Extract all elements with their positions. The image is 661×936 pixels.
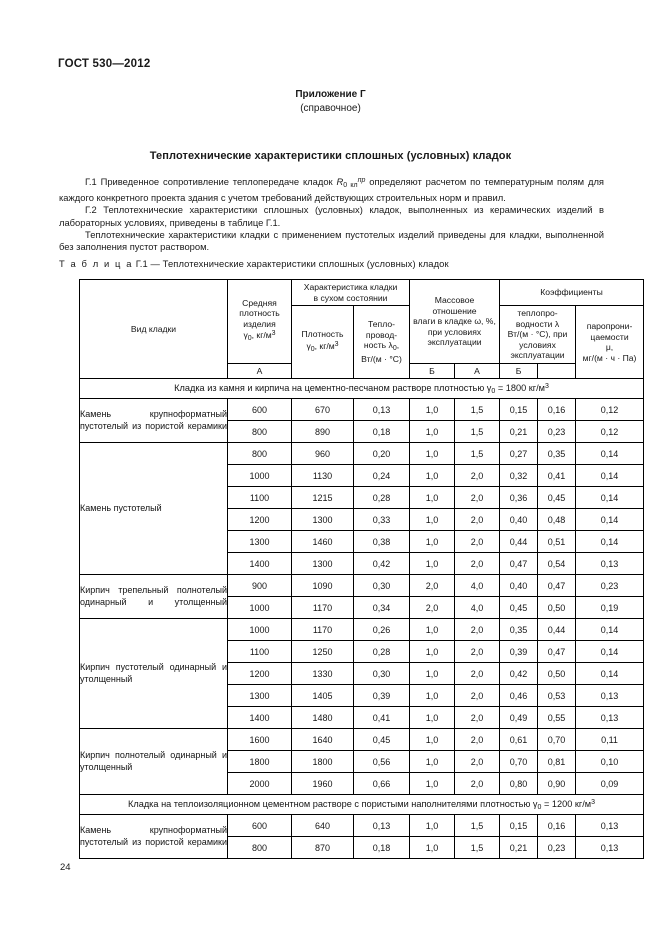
conduct-line3-sub: 0 <box>392 344 397 352</box>
header-moisture-b: Б <box>410 363 455 379</box>
table-cell-value: 0,23 <box>538 421 576 443</box>
table-cell-value: 2,0 <box>455 531 500 553</box>
table-cell-value: 0,40 <box>500 575 538 597</box>
vapor-line4: мг/(м · ч · Па) <box>582 352 637 363</box>
moisture-line3: при условиях <box>427 326 482 337</box>
table-cell-value: 0,80 <box>500 773 538 795</box>
avg-density-line3: изделия <box>243 318 276 329</box>
header-lambda-b: Б <box>500 363 538 379</box>
masonry-type-label: Кирпич трепельный полнотелый одинарный и утолщенный <box>80 575 228 619</box>
paragraph-g2: Г.2 Теплотехнические характеристики сплошных (условных) кладок, выполненных из керамических изделий в лабораторных условиях, приведены в таблице Г.1. <box>59 204 604 228</box>
masonry-type-label: Камень крупноформатный пустотелый из пористой керамики <box>80 815 228 859</box>
table-cell-value: 0,47 <box>538 641 576 663</box>
table-header <box>80 280 644 379</box>
section-symbol: γ <box>532 798 538 809</box>
masonry-type-label: Кирпич пустотелый одинарный и утолщенный <box>80 619 228 729</box>
table-cell-value: 1330 <box>292 663 354 685</box>
table-cell-value: 2,0 <box>455 751 500 773</box>
table-cell-value: 0,50 <box>538 597 576 619</box>
table-cell-value: 0,15 <box>500 399 538 421</box>
g1-text-start: Г.1 Приведенное сопротивление теплопередаче кладок <box>85 176 337 188</box>
table-cell-value: 1000 <box>228 597 292 619</box>
density-unit-sup: 3 <box>334 340 339 348</box>
table-cell-value: 0,14 <box>576 663 644 685</box>
table-cell-value: 1200 <box>228 509 292 531</box>
table-cell-value: 0,23 <box>538 837 576 859</box>
table-cell-value: 0,46 <box>500 685 538 707</box>
table-cell-value: 1,0 <box>410 465 455 487</box>
section-symbol-sub: 0 <box>491 387 496 395</box>
table-caption <box>59 258 449 269</box>
table-cell-value: 0,66 <box>354 773 410 795</box>
table-cell-value: 1090 <box>292 575 354 597</box>
table-row <box>80 729 644 751</box>
annex-title: Приложение Г <box>295 89 366 100</box>
lambda-line1: теплопро- <box>517 308 558 318</box>
table-cell-value: 0,14 <box>576 619 644 641</box>
table-cell-value: 1,5 <box>455 815 500 837</box>
table-cell-value: 0,35 <box>538 443 576 465</box>
table-cell-value: 1300 <box>228 685 292 707</box>
table-cell-value: 2,0 <box>455 707 500 729</box>
table-cell-value: 0,23 <box>576 575 644 597</box>
moisture-line1: Массовое отношение <box>432 295 477 316</box>
table-cell-value: 0,28 <box>354 641 410 663</box>
section-title-row <box>80 795 644 815</box>
table-cell-value: 0,14 <box>576 641 644 663</box>
lambda-line2: водности λ <box>515 318 560 329</box>
table-cell-value: 1400 <box>228 553 292 575</box>
moisture-line4: эксплуатации <box>427 337 482 347</box>
table-cell-value: 1300 <box>228 531 292 553</box>
table-cell-value: 1400 <box>228 707 292 729</box>
table-cell-value: 0,12 <box>576 421 644 443</box>
header-vid-kladki: Вид кладки <box>80 280 228 379</box>
lambda-line5: эксплуатации <box>510 350 565 360</box>
table-cell-value: 0,40 <box>500 509 538 531</box>
table-cell-value: 1,0 <box>410 509 455 531</box>
density-symbol-sub: 0 <box>310 345 315 353</box>
table-cell-value: 0,56 <box>354 751 410 773</box>
table-cell-value: 1600 <box>228 729 292 751</box>
table-cell-value: 870 <box>292 837 354 859</box>
table-cell-value: 1,0 <box>410 663 455 685</box>
table-cell-value: 4,0 <box>455 575 500 597</box>
masonry-type-label: Камень пустотелый <box>80 443 228 575</box>
header-group-dry-state <box>292 280 410 306</box>
table-cell-value: 0,13 <box>576 707 644 729</box>
table-cell-value: 0,14 <box>576 465 644 487</box>
table-cell-value: 1215 <box>292 487 354 509</box>
table-cell-value: 0,49 <box>500 707 538 729</box>
table-cell-value: 0,20 <box>354 443 410 465</box>
table-cell-value: 0,81 <box>538 751 576 773</box>
table-cell-value: 0,47 <box>538 575 576 597</box>
table-cell-value: 0,44 <box>538 619 576 641</box>
table-cell-value: 0,70 <box>500 751 538 773</box>
table-cell-value: 0,45 <box>354 729 410 751</box>
moisture-symbol: ω <box>474 316 482 326</box>
table-cell-value: 1,0 <box>410 751 455 773</box>
table-cell-value: 0,09 <box>576 773 644 795</box>
table-cell-value: 0,12 <box>576 399 644 421</box>
g1-symbol-base: R <box>336 176 344 188</box>
table-cell-value: 0,54 <box>538 553 576 575</box>
table-cell-value: 2,0 <box>455 619 500 641</box>
table-cell-value: 1000 <box>228 619 292 641</box>
masonry-type-label: Камень крупноформатный пустотелый из пористой керамики <box>80 399 228 443</box>
table-cell-value: 1,0 <box>410 773 455 795</box>
table-cell-value: 1100 <box>228 641 292 663</box>
header-density <box>292 306 354 379</box>
table-cell-value: 0,38 <box>354 531 410 553</box>
annex-subtitle: (справочное) <box>300 103 361 114</box>
table-cell-value: 2,0 <box>455 487 500 509</box>
table-cell-value: 0,45 <box>500 597 538 619</box>
header-conductivity-dry <box>354 306 410 379</box>
table-cell-value: 800 <box>228 421 292 443</box>
density-unit: , кг/м <box>314 340 335 351</box>
table-cell-value: 0,53 <box>538 685 576 707</box>
lambda-line4: условиях <box>519 339 556 350</box>
paragraph-g3: Теплотехнические характеристики кладки с применением пустотелых изделий приведены для кладки, выполненной без заполнения пустот раствором. <box>59 228 604 252</box>
table-cell-value: 2,0 <box>455 509 500 531</box>
table-cell-value: 2,0 <box>455 773 500 795</box>
table-row <box>80 575 644 597</box>
table-cell-value: 1300 <box>292 553 354 575</box>
annex-body <box>59 175 604 253</box>
table-cell-value: 1640 <box>292 729 354 751</box>
table-cell-value: 0,16 <box>538 399 576 421</box>
conduct-line1: Тепло- <box>368 319 395 330</box>
table-cell-value: 1,0 <box>410 685 455 707</box>
conduct-line4: Вт/(м · °С) <box>361 354 402 365</box>
table-cell-value: 1200 <box>228 663 292 685</box>
table-cell-value: 0,61 <box>500 729 538 751</box>
moisture-line2a: влаги в кладке <box>413 316 475 326</box>
table-cell-value: 0,13 <box>354 399 410 421</box>
thermal-properties-table <box>79 279 644 859</box>
header-moisture-ratio <box>410 280 500 364</box>
table-caption-prefix: Т а б л и ц а <box>59 258 134 269</box>
table-cell-value: 2,0 <box>455 663 500 685</box>
table-cell-value: 1,0 <box>410 619 455 641</box>
table-cell-value: 0,50 <box>538 663 576 685</box>
header-lambda-coefficient <box>500 306 576 364</box>
table-cell-value: 1,0 <box>410 421 455 443</box>
table-cell-value: 0,14 <box>576 509 644 531</box>
table-cell-value: 0,33 <box>354 509 410 531</box>
table-cell-value: 1,0 <box>410 641 455 663</box>
table-cell-value: 1170 <box>292 619 354 641</box>
table-cell-value: 0,13 <box>576 685 644 707</box>
table-cell-value: 1460 <box>292 531 354 553</box>
conduct-line3: ность λ <box>363 340 393 351</box>
g1-symbol-superscript: пр <box>357 177 366 184</box>
table-cell-value: 1250 <box>292 641 354 663</box>
table-cell-value: 1,0 <box>410 815 455 837</box>
table-cell-value: 890 <box>292 421 354 443</box>
conduct-line2: провод- <box>365 329 398 340</box>
avg-density-line1: Средняя <box>242 297 277 308</box>
table-cell-value: 0,48 <box>538 509 576 531</box>
masonry-type-label: Кирпич полнотелый одинарный и утолщенный <box>80 729 228 795</box>
table-cell-value: 1,5 <box>455 837 500 859</box>
table-cell-value: 1,0 <box>410 729 455 751</box>
table-cell-value: 0,14 <box>576 487 644 509</box>
dry-state-line1: Характеристика кладки <box>303 282 398 292</box>
header-lambda-a: А <box>455 363 500 379</box>
table-cell-value: 0,30 <box>354 663 410 685</box>
conduct-line3-rest: , <box>396 340 400 351</box>
table-cell-value: 0,15 <box>500 815 538 837</box>
table-cell-value: 0,47 <box>500 553 538 575</box>
table-cell-value: 0,26 <box>354 619 410 641</box>
annex-header <box>0 88 661 116</box>
table-cell-value: 0,70 <box>538 729 576 751</box>
table-cell-value: 0,45 <box>538 487 576 509</box>
table-row <box>80 815 644 837</box>
moisture-line2b: , %, <box>481 316 496 326</box>
section-title: Кладка на теплоизоляционном цементном растворе с пористыми наполнителями плотностью $\gamma_0 = 1200$ $кг/м^3$ <box>80 795 644 815</box>
table-cell-value: 600 <box>228 399 292 421</box>
standard-identifier: ГОСТ 530—2012 <box>58 58 151 70</box>
table-cell-value: 1,0 <box>410 837 455 859</box>
table-cell-value: 0,19 <box>576 597 644 619</box>
table-cell-value: 1,0 <box>410 399 455 421</box>
table-cell-value: 1480 <box>292 707 354 729</box>
table-container <box>79 279 637 859</box>
table-cell-value: 2,0 <box>455 729 500 751</box>
table-cell-value: 1800 <box>292 751 354 773</box>
table-cell-value: 2,0 <box>455 465 500 487</box>
section-unit-sup: 3 <box>591 798 596 806</box>
table-cell-value: 0,30 <box>354 575 410 597</box>
vapor-line1: паропрони- <box>586 321 633 331</box>
table-cell-value: 0,42 <box>500 663 538 685</box>
table-cell-value: 1,5 <box>455 421 500 443</box>
table-cell-value: 1800 <box>228 751 292 773</box>
lambda-line3: Вт/(м · °С), при <box>507 329 568 339</box>
table-cell-value: 0,16 <box>538 815 576 837</box>
table-cell-value: 0,39 <box>500 641 538 663</box>
table-cell-value: 0,42 <box>354 553 410 575</box>
header-vapor-permeability <box>576 306 644 379</box>
avg-density-symbol-sub: 0 <box>247 335 252 343</box>
density-symbol: γ <box>306 340 311 351</box>
table-cell-value: 0,55 <box>538 707 576 729</box>
table-row <box>80 619 644 641</box>
table-cell-value: 0,11 <box>576 729 644 751</box>
section-unit-sup: 3 <box>545 382 549 390</box>
table-cell-value: 0,24 <box>354 465 410 487</box>
section-title-row <box>80 379 644 399</box>
table-cell-value: 0,32 <box>500 465 538 487</box>
table-cell-value: 0,41 <box>538 465 576 487</box>
avg-density-unit: , кг/м <box>251 330 272 341</box>
table-cell-value: 1170 <box>292 597 354 619</box>
table-cell-value: 0,13 <box>576 815 644 837</box>
table-cell-value: 2000 <box>228 773 292 795</box>
table-cell-value: 0,18 <box>354 421 410 443</box>
table-cell-value: 0,41 <box>354 707 410 729</box>
table-cell-value: 0,44 <box>500 531 538 553</box>
table-cell-value: 1130 <box>292 465 354 487</box>
avg-density-unit-sup: 3 <box>271 330 276 338</box>
table-caption-rest: Г.1 — Теплотехнические характеристики сплошных (условных) кладок <box>133 258 449 269</box>
table-cell-value: 0,39 <box>354 685 410 707</box>
vapor-line2: цаемости <box>590 331 629 342</box>
table-cell-value: 800 <box>228 443 292 465</box>
table-cell-value: 0,28 <box>354 487 410 509</box>
table-cell-value: 0,21 <box>500 837 538 859</box>
table-cell-value: 0,13 <box>576 837 644 859</box>
header-avg-density <box>228 280 292 364</box>
table-cell-value: 1,0 <box>410 531 455 553</box>
table-cell-value: 1100 <box>228 487 292 509</box>
table-cell-value: 1000 <box>228 465 292 487</box>
table-cell-value: 1960 <box>292 773 354 795</box>
table-row <box>80 443 644 465</box>
table-cell-value: 0,13 <box>576 553 644 575</box>
table-cell-value: 0,13 <box>354 815 410 837</box>
g1-symbol-subscript: 0 кл <box>343 181 358 189</box>
section-symbol-sub: 0 <box>537 803 542 811</box>
table-cell-value: 2,0 <box>410 597 455 619</box>
table-cell-value: 0,51 <box>538 531 576 553</box>
table-cell-value: 1405 <box>292 685 354 707</box>
vapor-line3: μ, <box>605 342 614 352</box>
table-row <box>80 399 644 421</box>
table-cell-value: 1,0 <box>410 707 455 729</box>
density-line1: Плотность <box>301 329 344 340</box>
table-cell-value: 0,34 <box>354 597 410 619</box>
table-cell-value: 1,0 <box>410 487 455 509</box>
table-body <box>80 379 644 859</box>
table-cell-value: 1,0 <box>410 443 455 465</box>
table-cell-value: 800 <box>228 837 292 859</box>
table-cell-value: 0,14 <box>576 443 644 465</box>
table-cell-value: 670 <box>292 399 354 421</box>
paragraph-g1 <box>59 175 604 204</box>
header-moisture-a: А <box>228 363 292 379</box>
page-number: 24 <box>60 862 71 873</box>
section-symbol: γ <box>486 382 492 393</box>
table-cell-value: 900 <box>228 575 292 597</box>
table-cell-value: 2,0 <box>455 641 500 663</box>
table-cell-value: 0,27 <box>500 443 538 465</box>
table-cell-value: 2,0 <box>455 685 500 707</box>
table-cell-value: 2,0 <box>455 553 500 575</box>
table-cell-value: 4,0 <box>455 597 500 619</box>
table-cell-value: 1,5 <box>455 443 500 465</box>
table-cell-value: 0,36 <box>500 487 538 509</box>
g1-text-end: определяют расчетом по температурным полям для каждого конкретного проекта здания с учетом требований действующих строительных норм и правил. <box>59 176 604 204</box>
section-title: Кладка из камня и кирпича на цементно-песчаном растворе плотностью $\gamma_0 = 1800$ $кг/м^3$ <box>80 379 644 399</box>
table-cell-value: 640 <box>292 815 354 837</box>
table-cell-value: 0,90 <box>538 773 576 795</box>
annex-heading: Теплотехнические характеристики сплошных (условных) кладок <box>149 150 512 162</box>
header-row-1 <box>80 280 644 306</box>
table-cell-value: 2,0 <box>410 575 455 597</box>
dry-state-line2: в сухом состоянии <box>313 292 388 303</box>
table-cell-value: 1,5 <box>455 399 500 421</box>
table-cell-value: 1300 <box>292 509 354 531</box>
avg-density-line2: плотность <box>239 308 280 319</box>
table-cell-value: 600 <box>228 815 292 837</box>
avg-density-symbol: γ <box>243 330 248 341</box>
table-cell-value: 960 <box>292 443 354 465</box>
table-cell-value: 0,21 <box>500 421 538 443</box>
header-group-coefficients: Коэффициенты <box>500 280 644 306</box>
table-cell-value: 0,10 <box>576 751 644 773</box>
table-cell-value: 0,18 <box>354 837 410 859</box>
table-cell-value: 1,0 <box>410 553 455 575</box>
table-cell-value: 0,14 <box>576 531 644 553</box>
table-cell-value: 0,35 <box>500 619 538 641</box>
